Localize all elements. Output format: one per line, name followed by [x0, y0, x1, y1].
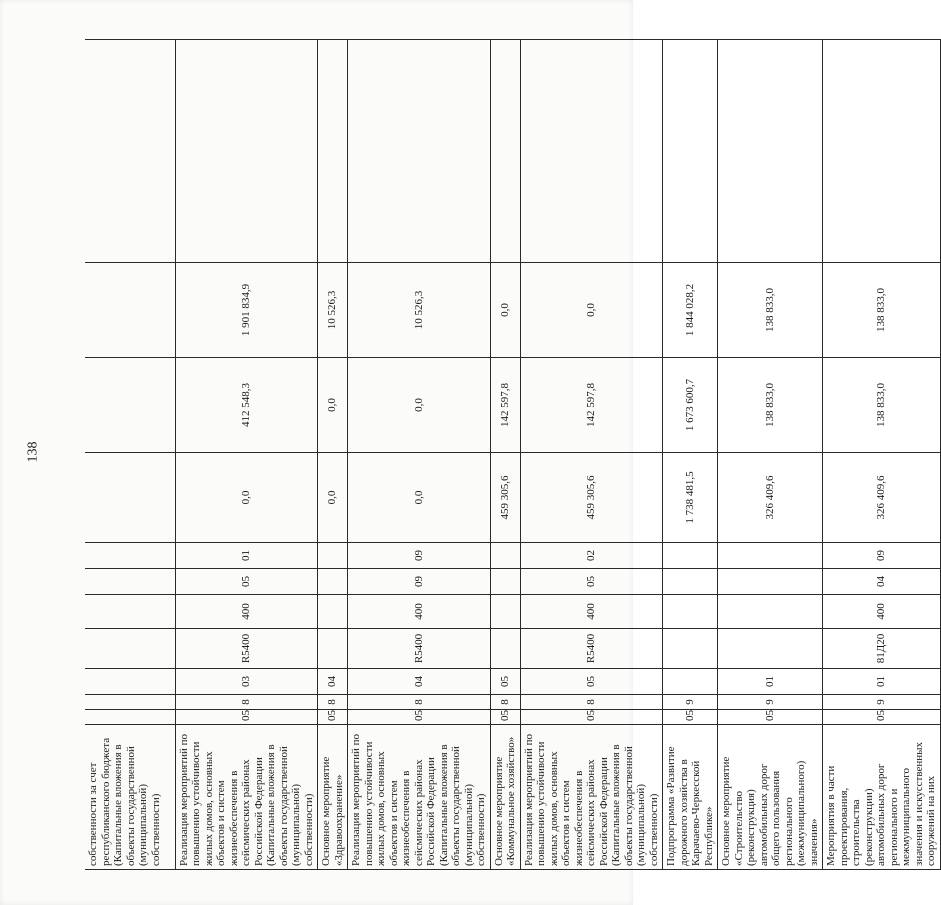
cell-10: 0,0: [520, 263, 663, 358]
page-number: 138: [25, 441, 41, 463]
cell-5: 400: [348, 595, 491, 629]
cell-11: [718, 40, 823, 263]
cell-7: [718, 543, 823, 569]
cell-2: 9: [823, 695, 941, 710]
cell-3: [85, 669, 175, 695]
cell-4: R5400: [348, 629, 491, 669]
cell-5: 400: [520, 595, 663, 629]
cell-3: 04: [348, 669, 491, 695]
cell-11: [823, 40, 941, 263]
cell-2: 9: [663, 695, 718, 710]
table-row: [490, 40, 520, 870]
cell-1: 05: [663, 710, 718, 725]
cell-2: 8: [348, 695, 491, 710]
cell-6: [85, 569, 175, 595]
cell-1: 05: [175, 710, 318, 725]
cell-2: [85, 695, 175, 710]
cell-8: 459 305,6: [490, 453, 520, 543]
cell-5: [663, 595, 718, 629]
cell-1: 05: [490, 710, 520, 725]
cell-2: 9: [718, 695, 823, 710]
budget-table: [85, 39, 941, 870]
cell-10: 1 901 834,9: [175, 263, 318, 358]
row-name: собственности за счет республиканского бюджета (Капитальные вложения в объекты государственной (муниципальной) собственности): [85, 725, 175, 870]
cell-7: [85, 543, 175, 569]
cell-6: 05: [175, 569, 318, 595]
cell-4: [663, 629, 718, 669]
table-row: [348, 40, 491, 870]
cell-1: 05: [348, 710, 491, 725]
cell-3: 01: [718, 669, 823, 695]
table-row: [85, 40, 175, 870]
cell-4: R5400: [520, 629, 663, 669]
cell-4: [318, 629, 348, 669]
cell-9: 0,0: [318, 358, 348, 453]
cell-4: 81Д20: [823, 629, 941, 669]
cell-5: 400: [175, 595, 318, 629]
cell-10: 138 833,0: [823, 263, 941, 358]
cell-3: 04: [318, 669, 348, 695]
cell-1: 05: [520, 710, 663, 725]
cell-11: [520, 40, 663, 263]
row-name: Основное мероприятие «Здравоохранение»: [318, 725, 348, 870]
cell-10: 138 833,0: [718, 263, 823, 358]
cell-11: [348, 40, 491, 263]
cell-4: [85, 629, 175, 669]
cell-10: 0,0: [490, 263, 520, 358]
cell-11: [490, 40, 520, 263]
cell-7: 09: [823, 543, 941, 569]
cell-3: [663, 669, 718, 695]
cell-6: [663, 569, 718, 595]
cell-9: 412 548,3: [175, 358, 318, 453]
cell-10: 10 526,3: [348, 263, 491, 358]
cell-6: 05: [520, 569, 663, 595]
row-name: Основное мероприятие «Коммунальное хозяйство»: [490, 725, 520, 870]
cell-5: [85, 595, 175, 629]
row-name: Основное мероприятие «Строительство (реконструкция) автомобильных дорог общего пользования регионального (межмуниципального) значения»: [718, 725, 823, 870]
cell-6: 04: [823, 569, 941, 595]
cell-8: 326 409,6: [823, 453, 941, 543]
cell-8: 0,0: [318, 453, 348, 543]
rotated-table-container: [85, 39, 941, 870]
cell-5: 400: [823, 595, 941, 629]
cell-1: [85, 710, 175, 725]
cell-8: 459 305,6: [520, 453, 663, 543]
cell-3: 05: [490, 669, 520, 695]
cell-1: 05: [718, 710, 823, 725]
cell-2: 8: [490, 695, 520, 710]
cell-10: 1 844 028,2: [663, 263, 718, 358]
cell-8: [85, 453, 175, 543]
cell-8: 1 738 481,5: [663, 453, 718, 543]
cell-7: 09: [348, 543, 491, 569]
cell-5: [718, 595, 823, 629]
cell-1: 05: [318, 710, 348, 725]
cell-7: [490, 543, 520, 569]
cell-5: [490, 595, 520, 629]
row-name: Реализация мероприятий по повышению устойчивости жилых домов, основных объектов и систем жизнеобеспечения в сейсмических районах Российской Федерации (Капитальные вложения в объекты государственной (муниципальной) собственности): [175, 725, 318, 870]
cell-7: [318, 543, 348, 569]
cell-9: 142 597,8: [520, 358, 663, 453]
cell-8: 326 409,6: [718, 453, 823, 543]
cell-10: [85, 263, 175, 358]
row-name: Подпрограмма «Развитие дорожного хозяйства в Карачаево-Черкесской Республике»: [663, 725, 718, 870]
cell-4: [718, 629, 823, 669]
row-name: Мероприятия в части проектирования, строительства (реконструкции) автомобильных дорог регионального и межмуниципального значения и искусственных сооружений на них: [823, 725, 941, 870]
table-row: [718, 40, 823, 870]
cell-8: 0,0: [175, 453, 318, 543]
cell-1: 05: [823, 710, 941, 725]
cell-7: 01: [175, 543, 318, 569]
cell-5: [318, 595, 348, 629]
row-name: Реализация мероприятий по повышению устойчивости жилых домов, основных объектов и систем жизнеобеспечения в сейсмических районах Российской Федерации (Капитальные вложения в объекты государственной (муниципальной) собственности): [520, 725, 663, 870]
table-row: [520, 40, 663, 870]
cell-9: 142 597,8: [490, 358, 520, 453]
cell-9: 0,0: [348, 358, 491, 453]
cell-11: [85, 40, 175, 263]
table-row: [823, 40, 941, 870]
row-name: Реализация мероприятий по повышению устойчивости жилых домов, основных объектов и систем жизнеобеспечения в сейсмических районах Российской Федерации (Капитальные вложения в объекты государственной (муниципальной) собственности): [348, 725, 491, 870]
cell-6: [718, 569, 823, 595]
cell-2: 8: [175, 695, 318, 710]
cell-3: 03: [175, 669, 318, 695]
cell-4: R5400: [175, 629, 318, 669]
table-row: [175, 40, 318, 870]
cell-7: [663, 543, 718, 569]
cell-9: [85, 358, 175, 453]
cell-3: 01: [823, 669, 941, 695]
cell-6: [490, 569, 520, 595]
cell-10: 10 526,3: [318, 263, 348, 358]
cell-4: [490, 629, 520, 669]
cell-6: [318, 569, 348, 595]
cell-7: 02: [520, 543, 663, 569]
cell-8: 0,0: [348, 453, 491, 543]
cell-9: 1 673 600,7: [663, 358, 718, 453]
cell-9: 138 833,0: [718, 358, 823, 453]
cell-11: [318, 40, 348, 263]
cell-11: [175, 40, 318, 263]
table-row: [663, 40, 718, 870]
cell-2: 8: [318, 695, 348, 710]
cell-2: 8: [520, 695, 663, 710]
table-row: [318, 40, 348, 870]
cell-6: 09: [348, 569, 491, 595]
cell-11: [663, 40, 718, 263]
cell-3: 05: [520, 669, 663, 695]
cell-9: 138 833,0: [823, 358, 941, 453]
